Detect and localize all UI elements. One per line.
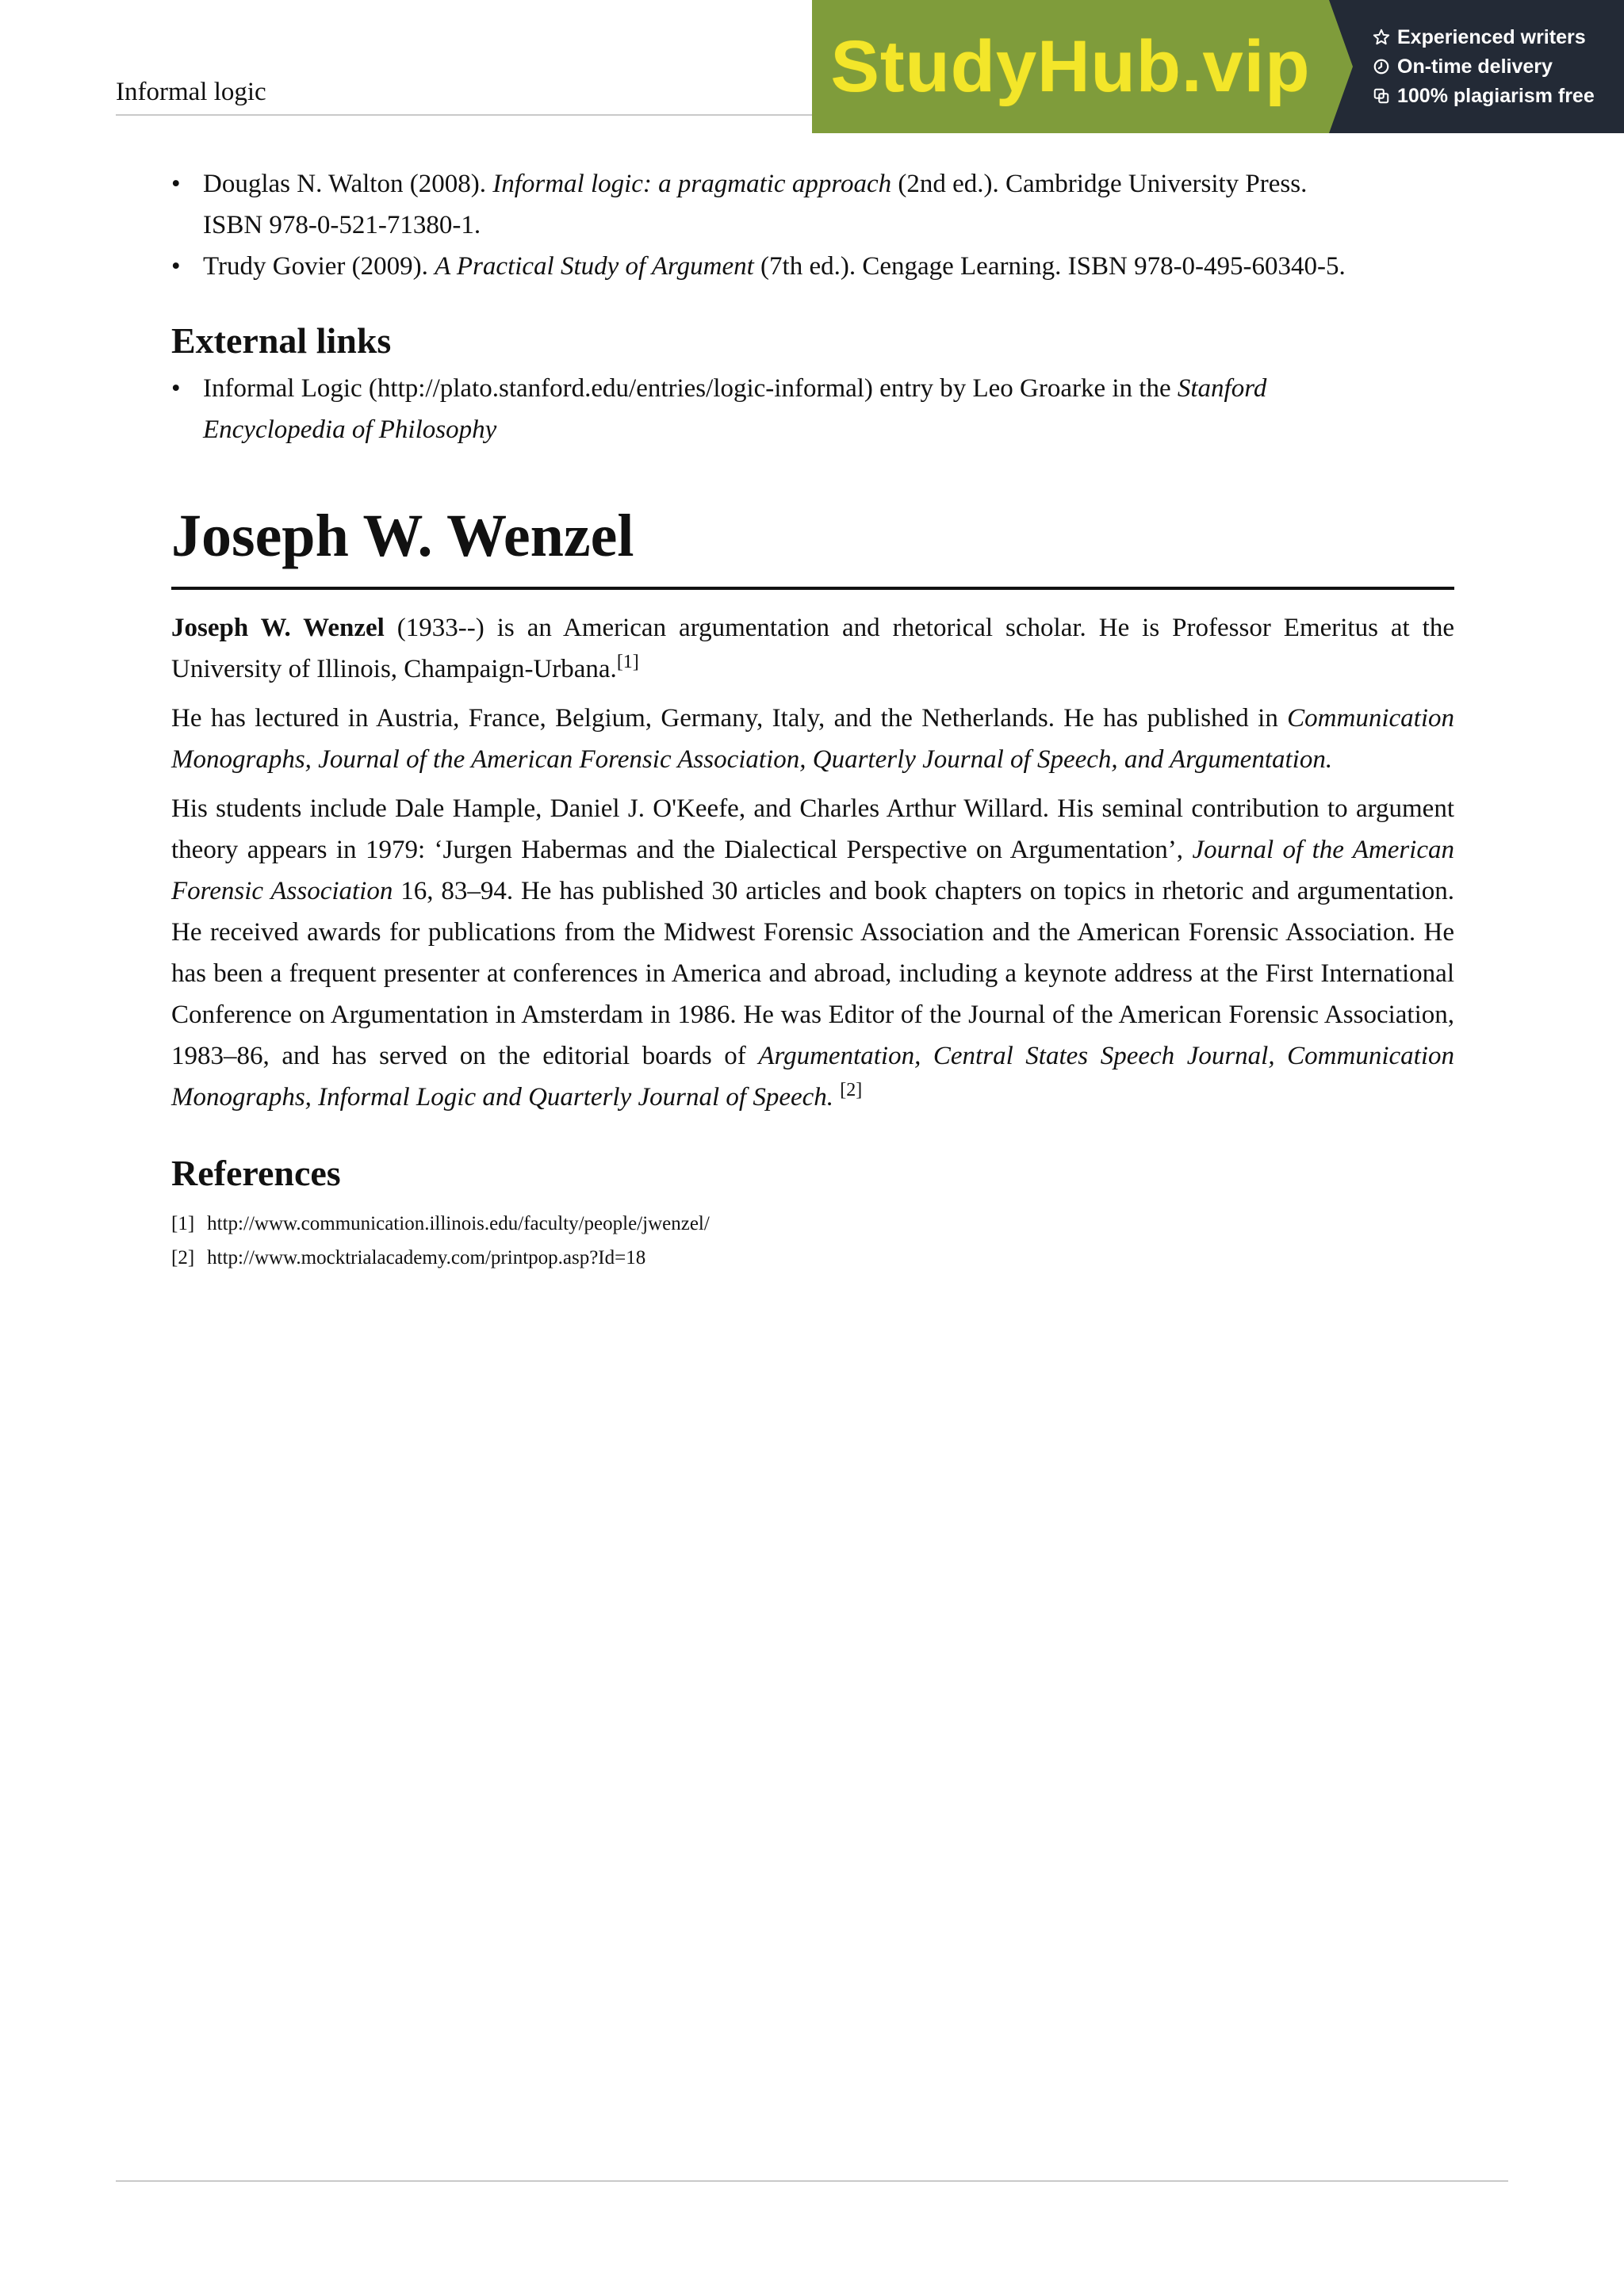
copy-icon xyxy=(1372,86,1391,105)
studyhub-logo-text: StudyHub.vip xyxy=(830,25,1311,107)
page-content xyxy=(171,163,1454,1275)
bullet-icon: • xyxy=(171,252,181,281)
running-header: Informal logic xyxy=(116,78,266,106)
references-heading: References xyxy=(171,1153,341,1193)
reference-link[interactable]: http://www.communication.illinois.edu/faculty/people/jwenzel/ xyxy=(207,1213,710,1234)
bullet-icon: • xyxy=(171,170,181,198)
article-title: Joseph W. Wenzel xyxy=(171,496,1454,590)
list-item: • Trudy Govier (2009). A Practical Study of Argument (7th ed.). Cengage Learning. ISBN 978-0-495-60340-5. xyxy=(171,246,1454,287)
feature-experienced-writers xyxy=(1372,26,1624,49)
article-paragraph-3: His students include Dale Hample, Daniel J. O'Keefe, and Charles Arthur Willard. His seminal contribution to argument theory appears in 1979: ‘Jurgen Habermas and the Dialectical Perspective on Argumentation’, Journal of the American Forensic Association 16, 83–94. He has published 30 articles and book chapters on topics in rhetoric and argumentation. He received awards for publications from the Midwest Forensic Association and the American Forensic Association. He has been a frequent presenter at conferences in America and abroad, including a keynote address at the First International Conference on Argumentation in Amsterdam in 1986. He was Editor of the Journal of the American Forensic Association, 1983–86, and has served on the editorial boards of Argumentation, Central States Speech Journal, Communication Monographs, Informal Logic and Quarterly Journal of Speech. [2] xyxy=(171,794,1454,1112)
list-item[interactable]: • Informal Logic (http://plato.stanford.edu/entries/logic-informal) entry by Leo Groarke in the Stanford Encyclopedia of Philosophy xyxy=(171,368,1454,450)
list-item: • Douglas N. Walton (2008). Informal logic: a pragmatic approach (2nd ed.). Cambridge University Press. ISBN 978-0-521-71380-1. xyxy=(171,163,1454,246)
clock-icon xyxy=(1372,57,1391,76)
banner-features xyxy=(1329,0,1624,133)
article-paragraph-1: Joseph W. Wenzel (1933--) is an American argumentation and rhetorical scholar. He is Professor Emeritus at the University of Illinois, Champaign-Urbana.[1] xyxy=(171,614,1454,683)
banner-chevron xyxy=(1329,0,1353,133)
external-links-heading: External links xyxy=(171,320,392,361)
studyhub-banner[interactable] xyxy=(812,0,1624,133)
feature-label: 100% plagiarism free xyxy=(1397,84,1595,107)
reference-item: [2] http://www.mocktrialacademy.com/printpop.asp?Id=18 xyxy=(171,1241,1454,1275)
studyhub-logo[interactable] xyxy=(812,0,1329,133)
footer-rule xyxy=(116,2180,1508,2182)
feature-label: On-time delivery xyxy=(1397,55,1553,78)
article-paragraph-2: He has lectured in Austria, France, Belgium, Germany, Italy, and the Netherlands. He has published in Communication Monographs, Journal of the American Forensic Association, Quarterly Journal of Speech, and Argumentation. xyxy=(171,704,1454,774)
references-list xyxy=(171,1207,1454,1275)
feature-plagiarism-free xyxy=(1372,85,1624,108)
external-links-list xyxy=(171,368,1454,450)
reference-link[interactable]: http://www.mocktrialacademy.com/printpop.asp?Id=18 xyxy=(207,1247,646,1269)
feature-on-time-delivery xyxy=(1372,55,1624,78)
bullet-icon: • xyxy=(171,374,181,403)
further-reading-list xyxy=(171,163,1454,287)
reference-item: [1] http://www.communication.illinois.edu/faculty/people/jwenzel/ xyxy=(171,1207,1454,1241)
citation-1[interactable]: [1] xyxy=(616,652,639,672)
star-icon xyxy=(1372,28,1391,47)
feature-label: Experienced writers xyxy=(1397,25,1586,48)
citation-2[interactable]: [2] xyxy=(840,1080,863,1100)
